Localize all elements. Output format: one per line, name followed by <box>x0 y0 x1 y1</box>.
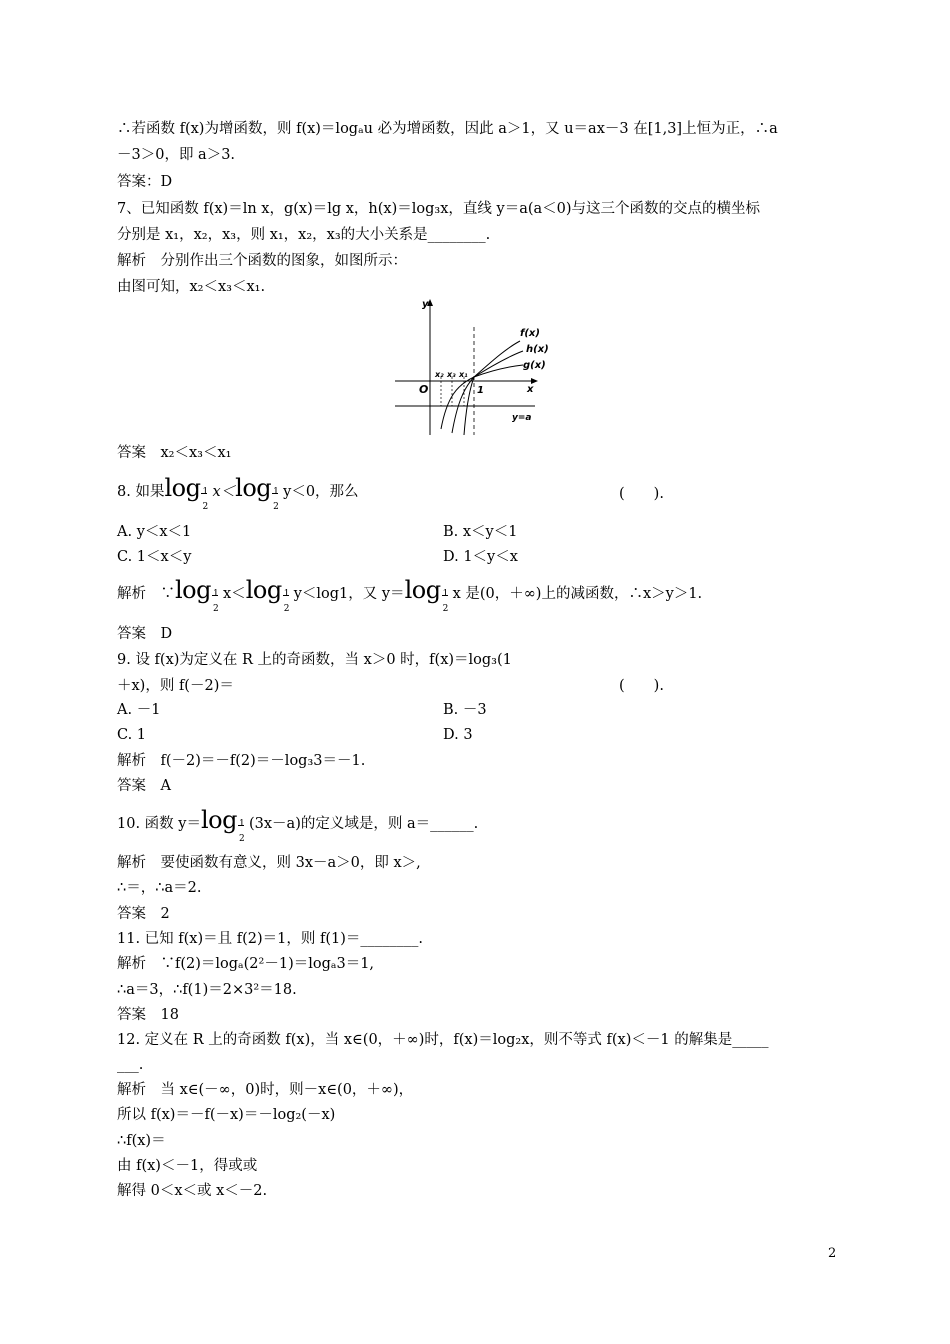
half-fraction: $\frac{1}{2}$ <box>213 589 219 614</box>
answer-line: 答案 x₂＜x₃＜x₁ <box>117 445 232 461</box>
x1-label: x₁ <box>459 370 468 379</box>
function-graph-figure <box>395 297 549 437</box>
log-symbol: log <box>200 806 237 834</box>
solution-line: 解析 ∵f(2)＝logₐ(2²－1)＝logₐ3＝1, <box>117 956 375 972</box>
log-symbol: log <box>164 474 201 502</box>
text-line: ∴若函数 f(x)为增函数，则 f(x)＝logₐu 必为增函数，因此 a＞1，又 u＝ax－3 在[1,3]上恒为正，∴a <box>117 121 778 137</box>
text-line: －3＞0，即 a＞3. <box>117 147 236 163</box>
option-b: B. x＜y＜1 <box>443 524 518 540</box>
half-fraction: $\frac{1}{2}$ <box>238 819 245 844</box>
answer-line: 答案 2 <box>117 906 170 922</box>
q8-prefix: 8. 如果 <box>117 484 165 500</box>
question-9: 9. 设 f(x)为定义在 R 上的奇函数，当 x＞0 时，f(x)＝log₃(1 <box>117 652 512 668</box>
q10-prefix: 10. 函数 y＝ <box>117 816 201 832</box>
y-axis-label: y <box>422 299 429 310</box>
half-fraction: $\frac{1}{2}$ <box>202 487 209 512</box>
question-10 <box>117 806 479 844</box>
solution-line: 解析 分别作出三个函数的图象，如图所示： <box>117 253 407 269</box>
solution-line: 解析 要使函数有意义，则 3x－a＞0，即 x＞, <box>117 855 421 871</box>
half-fraction: $\frac{1}{2}$ <box>442 589 449 614</box>
x3-label: x₃ <box>447 370 456 379</box>
question-7: 7、已知函数 f(x)＝ln x，g(x)＝lg x，h(x)＝log₃x，直线 y＝a(a＜0)与这三个函数的交点的横坐标 <box>117 201 761 217</box>
question-12-cont: ___. <box>117 1057 144 1073</box>
half-fraction: $\frac{1}{2}$ <box>273 487 279 512</box>
q10-suffix: (3x－a)的定义域是，则 a＝______. <box>248 816 479 832</box>
g-curve-label: g(x) <box>523 360 546 371</box>
solution-line: 所以 f(x)＝－f(－x)＝－log₂(－x) <box>117 1107 336 1123</box>
question-9-cont: ＋x)，则 f(－2)＝ <box>117 678 234 694</box>
option-d: D. 1＜y＜x <box>443 549 518 565</box>
sol-mid: x＜ <box>223 586 246 602</box>
log-symbol: log <box>175 576 211 604</box>
log-symbol: log <box>235 474 272 502</box>
option-d: D. 3 <box>443 727 473 743</box>
solution-line: 解析 f(－2)＝－f(2)＝－log₃3＝－1. <box>117 753 366 769</box>
answer-line: 答案 A <box>117 778 171 794</box>
solution-line: 解得 0＜x＜或 x＜－2. <box>117 1183 268 1199</box>
sol-mid: y＜log1，又 y＝ <box>293 586 405 602</box>
log-symbol: log <box>245 576 282 604</box>
sol-suffix: x 是(0，＋∞)上的减函数，∴x＞y＞1. <box>452 586 703 602</box>
solution-line <box>117 576 703 614</box>
option-a: A. y＜x＜1 <box>117 524 192 540</box>
f-curve-label: f(x) <box>520 328 540 339</box>
solution-line: 由图可知，x₂＜x₃＜x₁. <box>117 279 266 295</box>
q8-suffix: y＜0，那么 <box>283 484 359 500</box>
x2-label: x₂ <box>435 370 444 379</box>
solution-line: ∴a＝3，∴f(1)＝2×3²＝18. <box>117 982 297 998</box>
answer-line: 答案：D <box>117 174 173 190</box>
origin-label: O <box>419 383 429 396</box>
h-curve-label: h(x) <box>526 344 549 355</box>
option-b: B. －3 <box>443 702 487 718</box>
answer-line: 答案 D <box>117 626 173 642</box>
log-symbol: log <box>404 576 441 604</box>
q8-mid: x＜ <box>212 484 236 500</box>
sol-prefix: 解析 ∵ <box>117 586 175 602</box>
half-fraction: $\frac{1}{2}$ <box>283 589 290 614</box>
ya-label: y=a <box>512 413 532 423</box>
one-label: 1 <box>477 385 484 396</box>
answer-paren: ( ). <box>619 486 664 502</box>
question-8 <box>117 474 359 512</box>
x-axis-label: x <box>527 384 534 395</box>
option-c: C. 1 <box>117 727 147 743</box>
option-c: C. 1＜x＜y <box>117 549 192 565</box>
solution-line: ∴f(x)＝ <box>117 1133 166 1149</box>
answer-line: 答案 18 <box>117 1007 179 1023</box>
answer-paren: ( ). <box>619 678 664 694</box>
page-number: 2 <box>828 1246 837 1261</box>
option-a: A. －1 <box>117 702 161 718</box>
question-12: 12. 定义在 R 上的奇函数 f(x)，当 x∈(0，＋∞)时，f(x)＝log₂x，则不等式 f(x)＜－1 的解集是_____ <box>117 1032 769 1048</box>
solution-line: ∴＝，∴a＝2. <box>117 880 202 896</box>
question-11: 11. 已知 f(x)＝且 f(2)＝1，则 f(1)＝________. <box>117 931 424 947</box>
question-7-cont: 分别是 x₁，x₂，x₃，则 x₁，x₂，x₃的大小关系是________. <box>117 227 491 243</box>
solution-line: 解析 当 x∈(－∞，0)时，则－x∈(0，＋∞)， <box>117 1082 414 1098</box>
solution-line: 由 f(x)＜－1，得或或 <box>117 1158 258 1174</box>
